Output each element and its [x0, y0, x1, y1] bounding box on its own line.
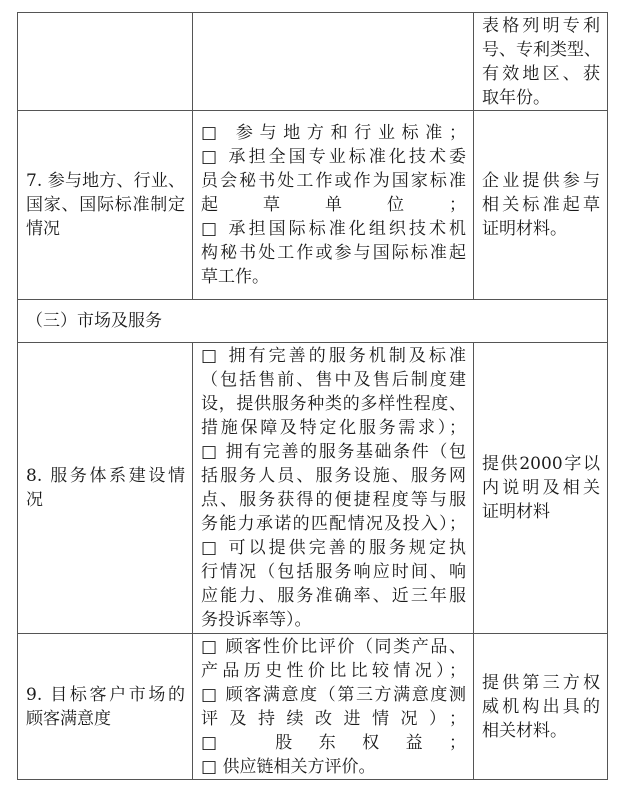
text-line: 8. 服务体系建设情	[26, 466, 185, 486]
evaluation-table	[17, 12, 608, 780]
text-line: □ 顾客满意度（第三方满意度测	[201, 684, 466, 705]
text-line: 括服务人员、服务设施、服务网	[201, 466, 466, 486]
criteria-cell	[193, 13, 474, 111]
text-line: 况	[26, 490, 43, 510]
text-line: 提供2000字以	[482, 454, 600, 474]
section-heading: （三）市场及服务	[18, 300, 608, 343]
text-line: □ 可以提供完善的服务规定执	[201, 538, 466, 558]
text-line: 措施保障及特定化服务需求）；	[201, 418, 466, 438]
text-line: 草工作。	[201, 267, 269, 287]
text-line: 证明材料	[482, 502, 550, 522]
text-line: 顾客满意度	[26, 708, 111, 729]
item-cell	[18, 13, 193, 111]
text-line: 情况	[26, 219, 60, 239]
text-line: 内说明及相关	[482, 478, 600, 498]
text-line: □ 承担国际标准化组织技术机	[201, 219, 466, 239]
text-line: 相关材料。	[482, 720, 567, 741]
text-line: 起草单位；	[201, 195, 466, 215]
text-line: 企业提供参与	[482, 171, 600, 191]
text-line: 评及持续改进情况）；	[201, 708, 466, 729]
criteria-cell	[193, 634, 474, 780]
item-cell	[18, 634, 193, 780]
text-line: 设，提供服务种类的多样性程度、	[201, 394, 466, 414]
text-line: 表格列明专利	[482, 16, 600, 36]
text-line: □ 顾客性价比评价（同类产品、	[201, 636, 466, 657]
material-cell	[474, 13, 608, 111]
text-line: 务投诉率等）。	[201, 610, 312, 630]
section-row-market-service	[18, 300, 608, 343]
text-line: 点、服务获得的便捷程度等与服	[201, 490, 466, 510]
table-row-customer-satisfaction	[18, 634, 608, 780]
text-line: 号、专利类型、	[482, 40, 601, 60]
text-line: 行情况（包括服务响应时间、响	[201, 562, 466, 582]
text-line: 证明材料。	[482, 219, 567, 239]
text-line: □ 参与地方和行业标准；	[201, 123, 466, 143]
text-line: 威机构出具的	[482, 696, 600, 717]
text-line: 提供第三方权	[482, 672, 600, 693]
text-line: 员会秘书处工作或作为国家标准	[201, 171, 466, 191]
table-row-standards	[18, 111, 608, 300]
text-line: 相关标准起草	[482, 195, 600, 215]
text-line: 7. 参与地方、行业、	[26, 171, 185, 191]
text-line: 构秘书处工作或参与国际标准起	[201, 243, 466, 263]
text-line: □ 拥有完善的服务基础条件（包	[201, 442, 466, 462]
criteria-cell	[193, 343, 474, 634]
text-line: 应能力、服务准确率、近三年服	[201, 586, 466, 606]
item-cell	[18, 343, 193, 634]
material-cell	[474, 634, 608, 780]
text-line: 9. 目标客户市场的	[26, 684, 185, 705]
text-line: 有效地区、获	[482, 64, 600, 84]
text-line: □ 股东权益；	[201, 732, 466, 753]
material-cell	[474, 111, 608, 300]
text-line: 务能力承诺的匹配情况及投入）；	[201, 514, 466, 534]
table-row-service-system	[18, 343, 608, 634]
text-line: 取年份。	[482, 88, 550, 108]
text-line: 产品历史性价比比较情况）；	[201, 660, 466, 681]
text-line: 国家、国际标准制定	[26, 195, 185, 215]
material-cell	[474, 343, 608, 634]
item-cell	[18, 111, 193, 300]
text-line: □ 拥有完善的服务机制及标准	[201, 346, 466, 366]
table-row-patents	[18, 13, 608, 111]
text-line: □ 供应链相关方评价。	[201, 756, 376, 777]
text-line: □ 承担全国专业标准化技术委	[201, 147, 466, 167]
criteria-cell	[193, 111, 474, 300]
text-line: （包括售前、售中及售后制度建	[201, 370, 466, 390]
